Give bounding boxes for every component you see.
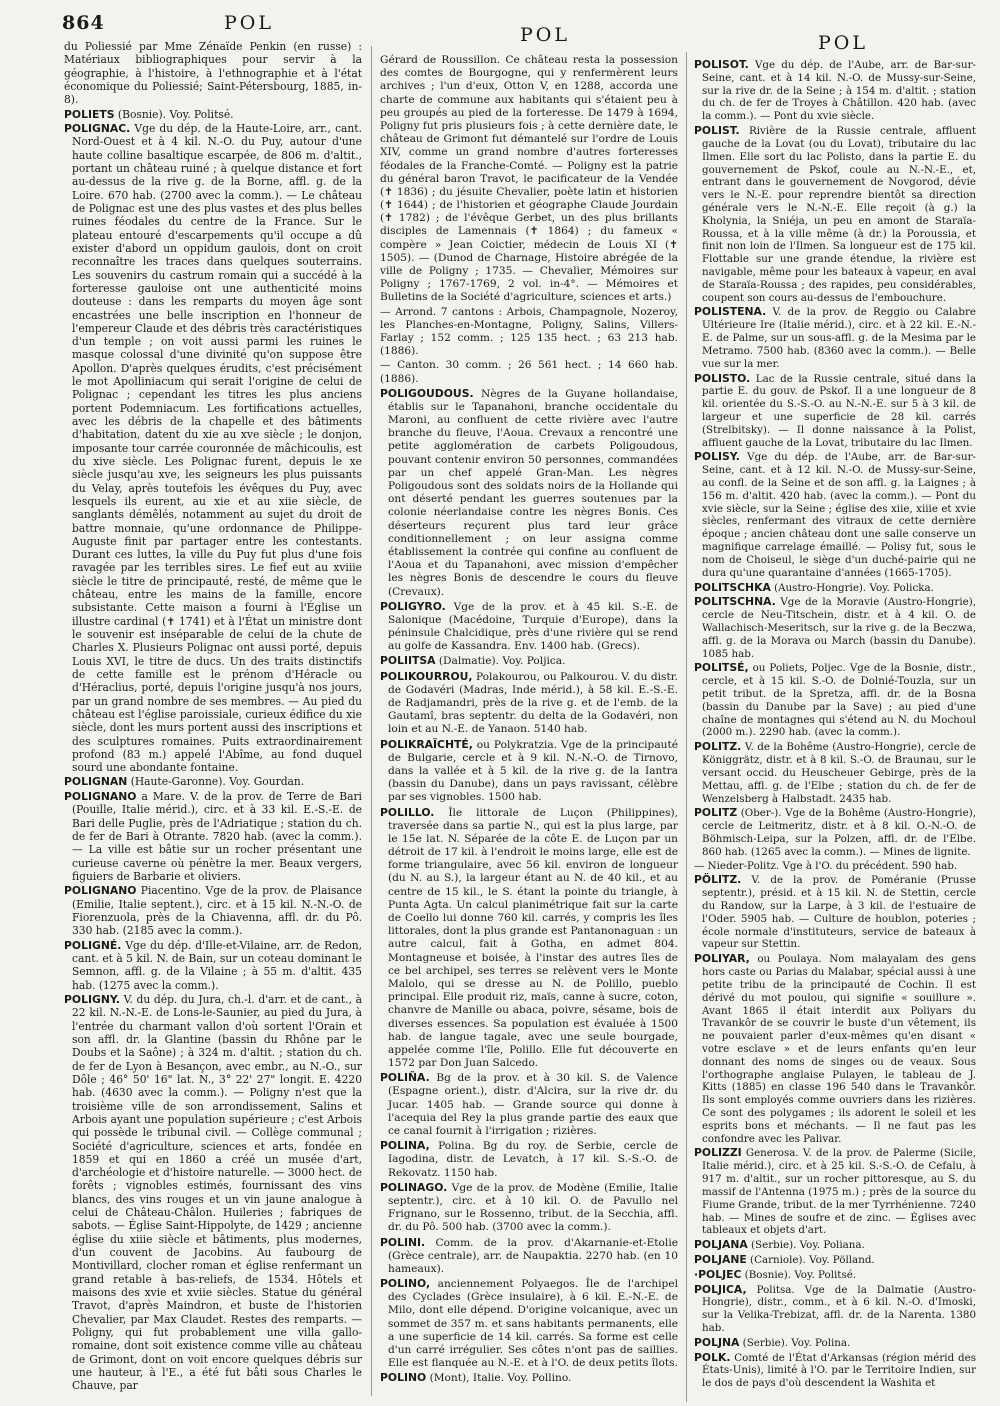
entry-headword: POLINO xyxy=(380,1371,427,1385)
entry-text: Rivière de la Russie centrale, affluent gauche de la Lovat (ou du Lovat), tributaire du lac Ilmen. Elle sort du lac Polisto, dans la partie E. du gouvernement de Pskof, coule au N.-N.-E., et, entrant dans le gouvernement de Novgorod, dévie vers le N.-E. pour reprendre bientôt sa direction générale vers le N.-N.-E. Elle reçoit (à g.) la Kholynia, la Sniéja, un peu en amont de Staraïa-Roussa, et à la ville même (à dr.) la Poroussia, et finit non loin de l'Ilmen. Sa longueur est de 175 kil. Flottable sur une grande étendue, la rivière est navigable, même pour les bateaux à vapeur, en aval de Staraïa-Roussa ; des rapides, peu considérables, coupent son cours au-dessus de l'embouchure. xyxy=(702,125,976,304)
entry-headword: POLJANE xyxy=(694,1252,747,1266)
dictionary-entry xyxy=(694,952,976,1145)
dictionary-entry xyxy=(694,873,976,951)
dictionary-entry xyxy=(64,40,362,107)
entry-headword: POLISTO. xyxy=(694,371,751,385)
entry-text: — Nieder-Politz. Vge à l'O. du précédent. 590 hab. xyxy=(694,859,958,872)
dictionary-entry xyxy=(380,1236,678,1277)
entry-text: Politsa. Vge de la Dalmatie (Austro-Hongrie), distr., comm., et à 6 kil. N.-O. d'Imoski, sur la Velika-Trebizat, affl. dr. de la Narenta. 1380 hab. xyxy=(702,1283,976,1334)
dictionary-entry xyxy=(694,740,976,805)
dictionary-entry xyxy=(380,359,678,385)
entry-text: Île littorale de Luçon (Philippines), traversée dans sa partie N., qui est la plus large, par le 15e lat. N. Séparée de la côte E. de Luçon par un détroit de 17 kil. à l'endroit le moins large, elle est de forme triangulaire, avec 56 kil. environ de longueur (du N. au S.), la largeur étant au N. de 40 kil., et au centre de 15 kil., le S. étant la pointe du triangle, à Punta Agta. Un calcul planimétrique fait sur la carte de Coello lui donne 760 kil. carrés, y compris les îles littorales, dont la plus grande est Pantanonaguan : un autre calcul, fait à Gotha, en admet 804. Montagneuse et boisée, à l'instar des autres îles de ce bel archipel, ses terres se relèvent vers le Monte Malolo, qui se dresse au N. de Polillo, pueblo principal. Elle produit riz, maïs, canne à sucre, coton, chanvre de Manille ou abaca, poivre, sésame, bois de diverses essences. Sa population est évaluée à 1500 hab. de langue tagale, avec une seule bourgade, appelée comme l'île, Polillo. Elle fut découverte en 1572 par Don Juan Salcedo. xyxy=(388,806,678,1070)
dictionary-entry xyxy=(694,581,976,595)
dictionary-entry xyxy=(694,1253,976,1267)
dictionary-entry xyxy=(380,1371,678,1385)
dictionary-entry xyxy=(694,595,976,660)
dictionary-entry xyxy=(694,305,976,370)
entry-headword: POLITSCHNA. xyxy=(694,595,776,609)
entry-text: ou Poliets, Poljec. Vge de la Bosnie, distr., cercle, et à 15 kil. S.-O. de Dolnié-Touzla, sur un petit tribut. de la Spretza, affl. dr. de la Bosna (bassin du Danube par la Save) ; au pied d'une chaîne de montagnes qui s'étend au N. du Mochoul (2000 m.). 2290 hab. (avec la comm.). xyxy=(702,662,976,739)
entry-text: Comm. de la prov. d'Akarnanie-et-Etolie (Grèce centrale), arr. de Naupaktia. 2270 hab. (en 10 hameaux). xyxy=(388,1236,678,1275)
entry-text: Vge du dép. de l'Aube, arr. de Bar-sur-Seine, cant. et à 14 kil. N.-O. de Mussy-sur-Seine, sur la rive dr. de la Seine ; à 154 m. d'altit. ; station du ch. de fer de Troyes à Châtillon. 420 hab. (avec la comm.). — Pont du xvie siècle. xyxy=(702,59,976,123)
column-rule xyxy=(686,52,687,1402)
entry-text: V. de la prov. de Poméranie (Prusse septentr.), présid. et à 15 kil. N. de Stettin, cercle du Randow, sur la Larpe, à 3 kil. de l'estuaire de l'Oder. 5905 hab. — Culture de houblon, poteries ; école normale d'instituteurs, service de bateaux à vapeur sur Stettin. xyxy=(702,874,976,951)
entry-text: Vge du dép. d'Ille-et-Vilaine, arr. de Redon, cant. et à 5 kil. N. de Bain, sur un coteau dominant le Semnon, affl. g. de la Vilaine ; à 55 m. d'altit. 435 hab. (1275 avec la comm.). xyxy=(72,938,362,992)
dictionary-entry xyxy=(64,775,362,788)
entry-text: — Canton. 30 comm. ; 26 561 hect. ; 14 660 hab. (1886). xyxy=(380,359,678,385)
dictionary-entry xyxy=(64,122,362,774)
entry-headword: POLIZZI xyxy=(694,1146,742,1160)
dictionary-entry xyxy=(694,124,976,304)
entry-text: Nègres de la Guyane hollandaise, établis sur le Tapanahoni, branche occidentale du Maroni, au confluent de cette rivière avec l'autre branche du fleuve, l'Aoua. Crevaux a rencontré une petite agglomération de carbets Poligoudous, pouvant contenir environ 50 personnes, commandées par un chef appelé Gran-Man. Les nègres Poligoudous sont des soldats noirs de la Hollande qui ont déserté pendant les guerres soutenues par la colonie néerlandaise contre les nègres Bonis. Ces déserteurs reçurent plus tard leur grâce conditionnellement ; on leur assigna comme établissement la contrée qui confine au confluent de l'Aoua et du Tapanahoni, avec mission d'empêcher les nègres Bonis de descendre le cours du fleuve (Crevaux). xyxy=(388,387,679,598)
entry-headword: POLIITSA xyxy=(380,654,436,668)
entry-headword: POLINI. xyxy=(380,1235,426,1249)
entry-headword: ·POLJEC xyxy=(694,1267,742,1281)
dictionary-entry xyxy=(380,1071,678,1138)
entry-text: V. de la Bohême (Austro-Hongrie), cercle de Königgrätz, distr. et à 8 kil. S.-O. de Braunau, sur le versant occid. du Heuscheuer Gebirge, près de la Mettau, affl. g. de l'Elbe ; station du ch. de fer de Wenzelsberg à Halbstadt. 2435 hab. xyxy=(702,741,976,805)
dictionary-entry xyxy=(380,654,678,668)
entry-headword: POLIGNAC. xyxy=(64,122,131,135)
entry-text: anciennement Polyaegos. Île de l'archipel des Cyclades (Grèce insulaire), à 6 kil. E.-N.-E. de Milo, dont elle dépend. D'origine volcanique, avec un sommet de 357 m. et sans habitants permanents, elle a une superficie de 14 kil. carrés. Sa forme est celle d'un carré irrégulier. Ses côtes n'ont pas de saillies. Elle est flanquée au N.-E. et à l'O. de deux petits îlots. xyxy=(388,1278,678,1370)
entry-text: (Serbie). Voy. Polina. xyxy=(742,1336,851,1349)
dictionary-entry xyxy=(380,387,678,599)
running-head-left: POL xyxy=(224,12,274,34)
entry-headword: POLISTENA. xyxy=(694,305,767,319)
entry-text: Generosa. V. de la prov. de Palerme (Sicile, Italie mérid.), circ. et à 25 kil. S.-S.-O. de Cefalu, à 917 m. d'altit., sur un rocher pittoresque, au S. du massif de l'Antenna (1975 m.) ; près de la source du Fiume Grande, tribut. de la mer Tyrrhénienne. 7240 hab. — Mines de soufre et de zinc. — Églises avec tableaux et objets d'art. xyxy=(702,1147,976,1237)
dictionary-entry xyxy=(380,600,678,654)
entry-headword: POLILLO. xyxy=(380,805,435,819)
entry-text: (Bosnie). Voy. Politsé. xyxy=(744,1268,857,1281)
dictionary-entry xyxy=(694,1283,976,1335)
dictionary-entry xyxy=(694,860,976,873)
entry-headword: POLIKOURROU, xyxy=(380,669,473,683)
entry-headword: POLISOT. xyxy=(694,58,749,71)
entry-headword: POLISY. xyxy=(694,450,740,464)
dictionary-entry xyxy=(380,54,678,305)
entry-text: — Arrond. 7 cantons : Arbois, Champagnole, Nozeroy, les Planches-en-Montagne, Poligny, Salins, Villers-Farlay ; 152 comm. ; 125 135 hect. ; 63 213 hab. (1886). xyxy=(380,305,678,358)
dictionary-entry xyxy=(694,372,976,450)
entry-text: Vge du dép. de l'Aube, arr. de Bar-sur-Seine, cant. et à 12 kil. N.-O. de Mussy-sur-Seine, au confl. de la Seine et de son affl. g. la Laignes ; à 156 m. d'altit. 420 hab. (avec la comm.). — Pont du xvie siècle, sur la Seine ; église des xiie, xiiie et xvie siècles, renfermant des vitraux de cette dernière époque ; ancien château dont une salle conserve un magnifique carrelage émaillé. — Polisy fut, sous le nom de Choiseul, le siège d'un duché-pairie qui ne dura qu'une quarantaine d'années (1665-1705). xyxy=(702,451,976,579)
dictionary-entry xyxy=(694,58,976,123)
running-head-right: POL xyxy=(818,32,868,54)
entry-text: (Mont), Italie. Voy. Pollino. xyxy=(429,1372,572,1385)
entry-text: du Poliessié par Mme Zénaïde Penkin (en russe) : Matériaux bibliographiques pour servir à la géographie, à l'histoire, à l'ethnographie et à l'état économique du Poliessié; Saint-Pétersbourg, 1885, in-8). xyxy=(64,40,362,107)
entry-text: V. de la prov. de Reggio ou Calabre Ultérieure Ire (Italie mérid.), circ. et à 22 kil. E.-N.-E. de Palme, sur un sous-affl. g. de la Mesima par le Metramo. 7500 hab. (8360 avec la comm.). — Belle vue sur la mer. xyxy=(702,306,976,370)
entry-headword: POLK. xyxy=(694,1350,731,1364)
dictionary-entry xyxy=(64,108,362,121)
entry-text: Vge de la prov. et à 45 kil. S.-E. de Salonique (Macédoine, Turquie d'Europe), dans la péninsule Chalcidique, près d'une rivière qui se rend au golfe de Kassandra. Env. 1400 hab. (Grecs). xyxy=(388,600,678,653)
entry-text: a Mare. V. de la prov. de Terre de Bari (Pouille, Italie mérid.), circ. et à 33 kil. E.-S.-E. de Bari delle Puglie, près de l'Adriatique ; station du ch. de fer de Bari à Otrante. 7820 hab. (avec la comm.). — La ville est bâtie sur un rocher présentant une curieuse caverne où pénètre la mer. Beaux vergers, figuiers de Barbarie et oliviers. xyxy=(72,789,362,883)
entry-text: Piacentino. Vge de la prov. de Plaisance (Emilie, Italie septent.), circ. et à 15 kil. N.-N.-O. de Fiorenzuola, près de la Chiavenna, affl. dr. du Pô. 330 hab. (2185 avec la comm.). xyxy=(72,884,362,938)
entry-headword: POLIGNÉ. xyxy=(64,938,122,952)
entry-headword: POLJNA xyxy=(694,1335,740,1349)
entry-text: (Dalmatie). Voy. Poljica. xyxy=(438,655,566,668)
entry-text: Vge de la prov. de Modène (Emilie, Italie septentr.), circ. et à 10 kil. O. de Pavullo nel Frignano, sur le Rossenno, tribut. de la Secchia, affl. dr. du Pô. 500 hab. (3700 avec la comm.). xyxy=(388,1181,678,1234)
entry-text: Vge de la Moravie (Austro-Hongrie), cercle de Neu-Titschein, distr. et à 4 kil. O. de Wallachisch-Meseritsch, sur la rive g. de la Beczwa, affl. g. de la Morava ou March (bassin du Danube). 1085 hab. xyxy=(702,596,976,660)
entry-headword: POLIÑA. xyxy=(380,1071,430,1085)
entry-headword: POLIST. xyxy=(694,124,740,138)
entry-text: (Serbie). Voy. Poliana. xyxy=(751,1239,865,1252)
entry-headword: POLIGNANO xyxy=(64,884,137,898)
entry-text: V. du dép. du Jura, ch.-l. d'arr. et de cant., à 22 kil. N.-N.-E. de Lons-le-Saunier, au pied du Jura, à l'entrée du charmant vallon d'où sortent l'Orain et son affl. dr. la Glantine (bassin du Rhône par le Doubs et la Saône) ; à 324 m. d'altit. ; station du ch. de fer de Lyon à Besançon, avec embr., au N.-O., sur Dôle ; 46° 50' 16" lat. N., 3° 22' 27" longit. E. 4220 hab. (4630 avec la comm.). — Poligny n'est que la troisième ville de son arrondissement, Salins et Arbois ayant une population supérieure ; c'est Arbois qui possède le tribunal civil. — Collège communal ; Société d'agriculture, sciences et arts, fondée en 1859 et qui en 1860 a créé un musée d'art, d'archéologie et d'histoire naturelle. — 3000 hect. de forêts ; vignobles estimés, fournissant des vins blancs, des vins rouges et un vin jaune analogue à celui de Château-Châlon. Huileries ; fabriques de sabots. — Église Saint-Hippolyte, de 1429 ; ancienne église du xiiie siècle et bâtiments, plus modernes, d'un couvent de Jacobins. Au faubourg de Montivillard, clocher roman et église renfermant un grand retable à bas-reliefs, de 1534. Hôtels et maisons des xvie et xviie siècles. Statue du général Travot, d'après Maindron, et buste de l'historien Chevalier, par Max Claudet. Restes des remparts. — Poligny, qui fut probablement une villa gallo-romaine, dont soit existence comme ville au château de Grimont, dont on voit encore quelques débris sur une hauteur, à l'E., a été fut bâti sous Charles le Chauve, par xyxy=(72,992,362,1393)
entry-headword: POLIGYRO. xyxy=(380,599,446,613)
entry-text: Vge du dép. de la Haute-Loire, arr., cant. Nord-Ouest et à 4 kil. N.-O. du Puy, autour d'une haute colline basaltique escarpée, de 806 m. d'altit., portant un château ruiné ; à quelque distance et fort au-dessus de la rive g. de la Borne, affl. g. de la Loire. 670 hab. (2700 avec la comm.). — Le château de Polignac est une des plus vastes et des plus belles ruines féodales du centre de la France. Sur le plateau entouré d'escarpements qu'il occupe a dû exister d'abord un oppidum gaulois, dont on croit reconnaître les traces dans quelques souterrains. Les souvenirs du castrum romain qui a succédé à la forteresse gauloise ont une authenticité moins douteuse : dans les remparts du moyen âge sont encastrées une belle inscription en l'honneur de l'empereur Claude et des débris très caractéristiques d'un temple ; on voit aussi parmi les ruines le masque colossal d'une divinité qu'on suppose être Apollon. D'après quelques érudits, c'est précisément le mot Apolliniacum qui serait l'origine de celui de Polignac ; cependant les titres les plus anciens portent Podemniacum. Les fortifications actuelles, avec les débris de la chapelle et des bâtiments d'habitation, datent du xie au xve siècle ; le donjon, imposante tour carrée couronnée de mâchicoulis, est du xive siècle. Les Polignac furent, depuis le xe siècle jusqu'au xve, les seigneurs les plus puissants du Velay, après toutefois les évêques du Puy, avec lesquels ils eurent, au xie et au xiie siècle, de sanglants démêlés, notamment au sujet du droit de battre monnaie, qu'une ordonnance de Philippe-Auguste finit par partager entre les contestants. Durant ces luttes, la ville du Puy fut plus d'une fois ravagée par les terribles sires. Le fief eut au xviiie siècle le titre de principauté, resté, de même que le château, entre les mains de la famille, encore subsistante. Cette maison a fourni à l'Église un illustre cardinal (✝ 1741) et à l'État un ministre dont le souvenir est inséparable de celui de la chute de Charles X. Plusieurs Polignac ont aussi porté, depuis Louis XVI, le titre de ducs. Un des traits distinctifs de cette famille est le prénom d'Héracle ou d'Héraclius, porté, depuis l'origine jusqu'à nos jours, par un grand nombre de ses membres. — Au pied du château est l'église paroissiale, curieux édifice du xie siècle, dont les murs portent aussi des inscriptions et des sculptures romaines. Puits extraordinairement profond (83 m.) appelé l'Abîme, au fond duquel sourd une abondante fontaine. xyxy=(72,122,363,775)
dictionary-entry xyxy=(64,993,362,1393)
entry-headword: POLIETS xyxy=(64,107,115,121)
entry-text: ou Poulaya. Nom malayalam des gens hors caste ou Parias du Malabar, spécial aussi à une petite tribu de la principauté de Cochin. Il est dérivé du mot poulou, qui signifie « souillure ». Avant 1865 il était interdit aux Poliyars du Travankôr de se couvrir le buste d'un vêtement, ils ne pouvaient parler d'eux-mêmes qu'en disant « votre esclave » et de leurs enfants qu'en leur donnant des noms de singes ou de veaux. Sous l'orthographe anglaise Pulayen, le tableau de J. Kitts (1885) en classe 196 540 dans le Travankôr. Ils sont employés comme ouvriers dans les rizières. Ce sont des polygames ; ils adorent le soleil et les esprits bons et méchants. — Il ne faut pas les confondre avec les Palivar. xyxy=(702,953,976,1145)
entry-headword: POLINO, xyxy=(380,1277,431,1291)
entry-text: Bg de la prov. et à 30 kil. S. de Valence (Espagne orient.), distr. d'Alcira, sur la rive dr. du Jucar. 1405 hab. — Grande source qui donne à l'acequia del Rey la plus grande partie des eaux que ce canal fournit à l'irrigation ; rizières. xyxy=(388,1072,678,1137)
dictionary-entry xyxy=(694,1146,976,1237)
entry-headword: POLITSÉ, xyxy=(694,661,749,675)
dictionary-entry xyxy=(694,1268,976,1282)
dictionary-entry xyxy=(380,738,678,805)
dictionary-entry xyxy=(380,306,678,359)
entry-headword: POLJICA, xyxy=(694,1282,747,1296)
entry-headword: POLIGNANO xyxy=(64,789,137,803)
dictionary-entry xyxy=(694,1238,976,1252)
entry-text: Lac de la Russie centrale, situé dans la partie E. du gouv. de Pskof. Il a une longueur de 8 kil. orientée du S.-S.-O. au N.-N.-E. sur 5 à 3 kil. de largeur et une superficie de 28 kil. carrés (Strelbitsky). — Il donne naissance à la Polist, affluent gauche de la Lovat, tributaire du lac Ilmen. xyxy=(702,372,976,449)
column-rule xyxy=(371,46,372,1396)
entry-text: (Bosnie). Voy. Politsé. xyxy=(117,107,234,121)
entry-headword: POLITZ. xyxy=(694,740,742,754)
running-head-center: POL xyxy=(520,24,570,46)
dictionary-entry xyxy=(380,806,678,1071)
entry-text: Polina. Bg du roy. de Serbie, cercle de Iagodina, distr. de Levatch, à 17 kil. S.-S.-O. de Rekovatz. 1150 hab. xyxy=(388,1140,678,1179)
entry-headword: POLINA, xyxy=(380,1139,430,1153)
dictionary-entry xyxy=(694,450,976,579)
entry-text: Polakourou, ou Palkourou. V. du distr. de Godavéri (Madras, Inde mérid.), à 58 kil. E.-S.-E. de Radjamandri, près de la rive g. et de l'emb. de la Gautamî, bras septentr. du delta de la Godavéri, non loin et au N.-E. de Yanaon. 5140 hab. xyxy=(388,670,678,736)
entry-headword: POLINAGO. xyxy=(380,1180,448,1194)
entry-text: (Carniole). Voy. Pölland. xyxy=(750,1253,875,1266)
dictionary-entry xyxy=(694,661,976,739)
entry-headword: POLIYAR, xyxy=(694,952,750,966)
entry-headword: POLIGNY. xyxy=(64,992,121,1006)
dictionary-entry xyxy=(64,939,362,992)
entry-text: Comté de l'État d'Arkansas (région mérid des États-Unis), limité à l'O. par le Territoire Indien, sur le dos de pays d'où descendent la Washita et xyxy=(702,1351,976,1390)
entry-headword: POLJANA xyxy=(694,1238,748,1252)
dictionary-entry xyxy=(380,1181,678,1235)
dictionary-entry xyxy=(380,1277,678,1370)
column-2 xyxy=(380,54,678,1387)
entry-text: (Haute-Garonne). Voy. Gourdan. xyxy=(130,775,305,789)
dictionary-entry xyxy=(380,1139,678,1180)
entry-headword: PÖLITZ. xyxy=(694,873,742,887)
dictionary-entry xyxy=(64,884,362,937)
entry-text: (Austro-Hongrie). Voy. Policka. xyxy=(774,581,934,594)
page-number: 864 xyxy=(62,12,105,34)
entry-headword: POLIKRAÏCHTÉ, xyxy=(380,737,473,751)
entry-headword: POLIGOUDOUS. xyxy=(380,386,474,400)
dictionary-entry xyxy=(64,790,362,883)
dictionary-entry xyxy=(694,1336,976,1350)
dictionary-entry xyxy=(380,670,678,737)
entry-headword: POLIGNAN xyxy=(64,775,128,789)
dictionary-entry xyxy=(694,1351,976,1390)
column-3 xyxy=(694,58,976,1391)
entry-headword: POLITZ xyxy=(694,806,738,820)
dictionary-entry xyxy=(694,806,976,858)
column-1 xyxy=(64,40,362,1393)
entry-text: ou Polykratzia. Vge de la principauté de Bulgarie, cercle et à 9 kil. N.-N.-O. de Tirnovo, dans la vallée et à 5 kil. de la rive g. de la Iantra (bassin du Danube), dans un pays ravissant, célèbre par ses vignobles. 1500 hab. xyxy=(388,738,678,804)
entry-text: (Ober-). Vge de la Bohême (Austro-Hongrie), cercle de Leitmeritz, distr. et à 8 kil. O.-N.-O. de Böhmisch-Leipa, sur la Polzen, affl. dr. de l'Elbe. 860 hab. (1265 avec la comm.). — Mines de lignite. xyxy=(702,807,976,858)
entry-text: Gérard de Roussillon. Ce château resta la possession des comtes de Bourgogne, qui y renfermèrent leurs archives ; l'un d'eux, Otton V, en 1288, accorda une charte de commune aux habitants qui s'étaient peu à peu groupés au pied de la forteresse. De 1479 à 1694, Poligny fut pris plusieurs fois ; à cette dernière date, le château de Grimont fut démantelé sur l'ordre de Louis XIV, comme un grand nombre d'autres forteresses féodales de la Franche-Comté. — Poligny est la patrie du général baron Travot, le pacificateur de la Vendée (✝ 1836) ; du jésuite Chevalier, poète latin et historien (✝ 1644) ; de l'historien et géographe Claude Jourdain (✝ 1782) ; de l'évêque Gerbet, un des plus brillants disciples de Lamennais (✝ 1864) ; du fameux « compère » Jean Coictier, médecin de Louis XI (✝ 1505). — (Dunod de Charnage, Histoire abrégée de la ville de Poligny ; 1735. — Chevalier, Mémoires sur Poligny ; 1767-1769, 2 vol. in-4°. — Mémoires et Bulletins de la Société d'agriculture, sciences et arts.) xyxy=(380,54,678,304)
entry-headword: POLITSCHKA xyxy=(694,580,771,594)
